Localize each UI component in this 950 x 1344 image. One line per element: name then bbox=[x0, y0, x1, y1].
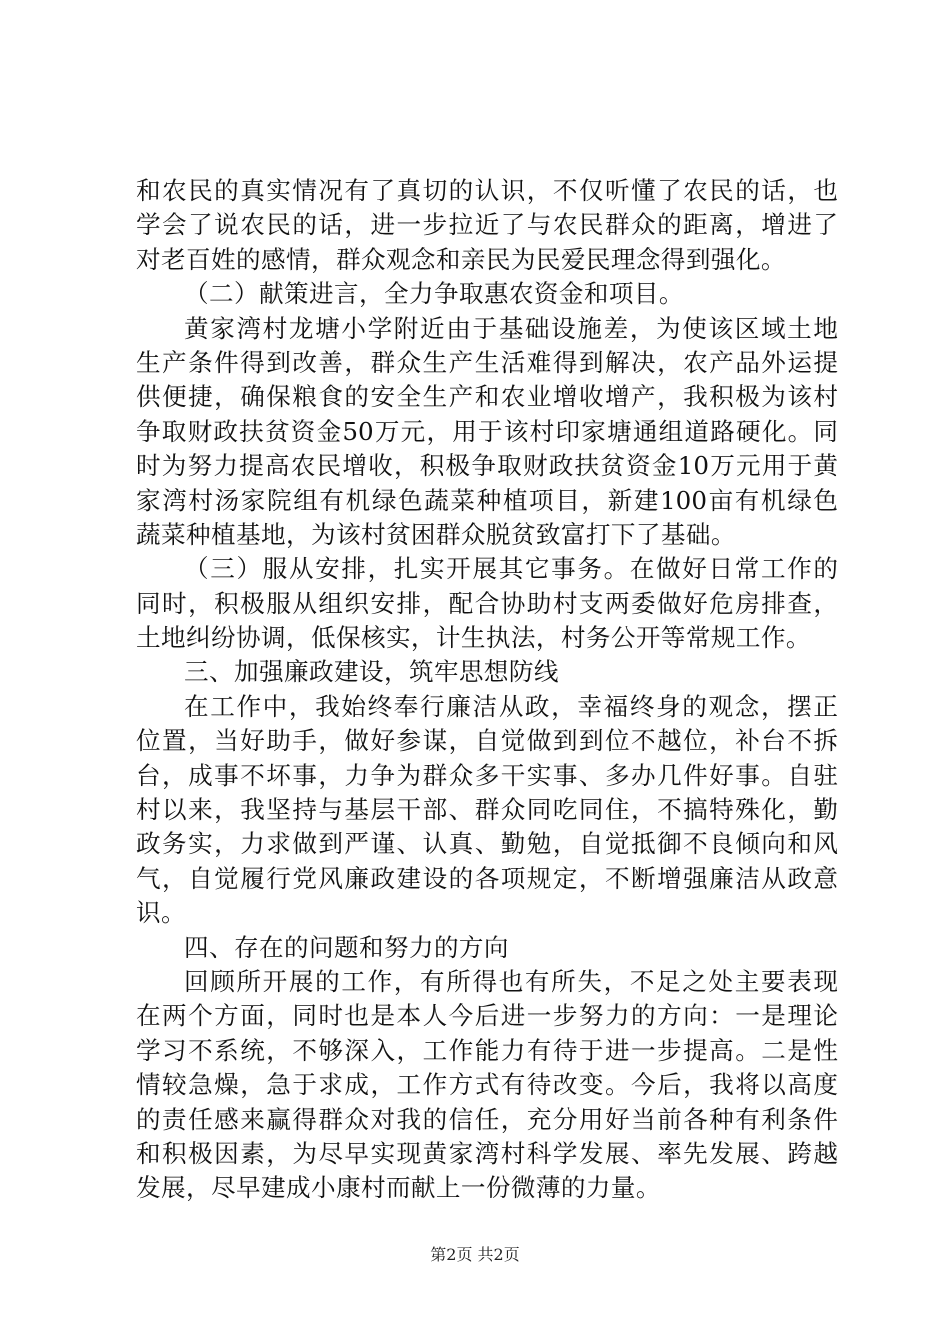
text-line: 位置，当好助手，做好参谋，自觉做到到位不越位，补台不拆 bbox=[136, 726, 838, 756]
text-line: 家湾村汤家院组有机绿色蔬菜种植项目，新建100亩有机绿色 bbox=[136, 485, 838, 515]
text-line: 村以来，我坚持与基层干部、群众同吃同住，不搞特殊化，勤 bbox=[136, 795, 838, 825]
text-line: 政务实，力求做到严谨、认真、勤勉，自觉抵御不良倾向和风 bbox=[136, 829, 838, 859]
text-line: 识。 bbox=[136, 898, 186, 928]
text-line: 四、存在的问题和努力的方向 bbox=[184, 932, 509, 962]
text-line: 争取财政扶贫资金50万元，用于该村印家塘通组道路硬化。同 bbox=[136, 416, 838, 446]
text-line: 和积极因素，为尽早实现黄家湾村科学发展、率先发展、跨越 bbox=[136, 1138, 838, 1168]
text-line: （二）献策进言，全力争取惠农资金和项目。 bbox=[184, 279, 684, 309]
document-body bbox=[136, 174, 838, 1206]
text-line: 情较急燥，急于求成，工作方式有待改变。今后，我将以高度 bbox=[136, 1070, 838, 1100]
text-line: 气，自觉履行党风廉政建设的各项规定，不断增强廉洁从政意 bbox=[136, 863, 838, 893]
text-line: 黄家湾村龙塘小学附近由于基础设施差，为使该区域土地 bbox=[184, 313, 838, 343]
text-line: 学习不系统，不够深入，工作能力有待于进一步提高。二是性 bbox=[136, 1035, 838, 1065]
text-line: 回顾所开展的工作，有所得也有所失，不足之处主要表现 bbox=[184, 966, 838, 996]
text-line: 和农民的真实情况有了真切的认识，不仅听懂了农民的话，也 bbox=[136, 176, 838, 205]
text-line: 在工作中，我始终奉行廉洁从政，幸福终身的观念，摆正 bbox=[184, 691, 838, 721]
text-line: 土地纠纷协调，低保核实，计生执法，村务公开等常规工作。 bbox=[136, 623, 811, 653]
text-line: 供便捷，确保粮食的安全生产和农业增收增产，我积极为该村 bbox=[136, 382, 838, 412]
text-line: 在两个方面，同时也是本人今后进一步努力的方向：一是理论 bbox=[136, 1001, 838, 1031]
text-line: 发展，尽早建成小康村而献上一份微薄的力量。 bbox=[136, 1173, 661, 1203]
text-line: 的责任感来赢得群众对我的信任，充分用好当前各种有利条件 bbox=[136, 1104, 838, 1134]
text-line: 蔬菜种植基地，为该村贫困群众脱贫致富打下了基础。 bbox=[136, 519, 736, 549]
text-line: 三、加强廉政建设，筑牢思想防线 bbox=[184, 657, 559, 687]
text-line: 生产条件得到改善，群众生产生活难得到解决，农产品外运提 bbox=[136, 347, 838, 377]
text-line: （三）服从安排，扎实开展其它事务。在做好日常工作的 bbox=[184, 554, 838, 584]
text-line: 台，成事不坏事，力争为群众多干实事、多办几件好事。自驻 bbox=[136, 760, 838, 790]
text-line: 对老百姓的感情，群众观念和亲民为民爱民理念得到强化。 bbox=[136, 244, 786, 274]
text-line: 同时，积极服从组织安排，配合协助村支两委做好危房排查， bbox=[136, 588, 838, 618]
page-footer: 第2页 共2页 bbox=[430, 1245, 520, 1264]
text-line: 学会了说农民的话，进一步拉近了与农民群众的距离，增进了 bbox=[136, 210, 838, 240]
text-line: 时为努力提高农民增收，积极争取财政扶贫资金10万元用于黄 bbox=[136, 451, 838, 481]
